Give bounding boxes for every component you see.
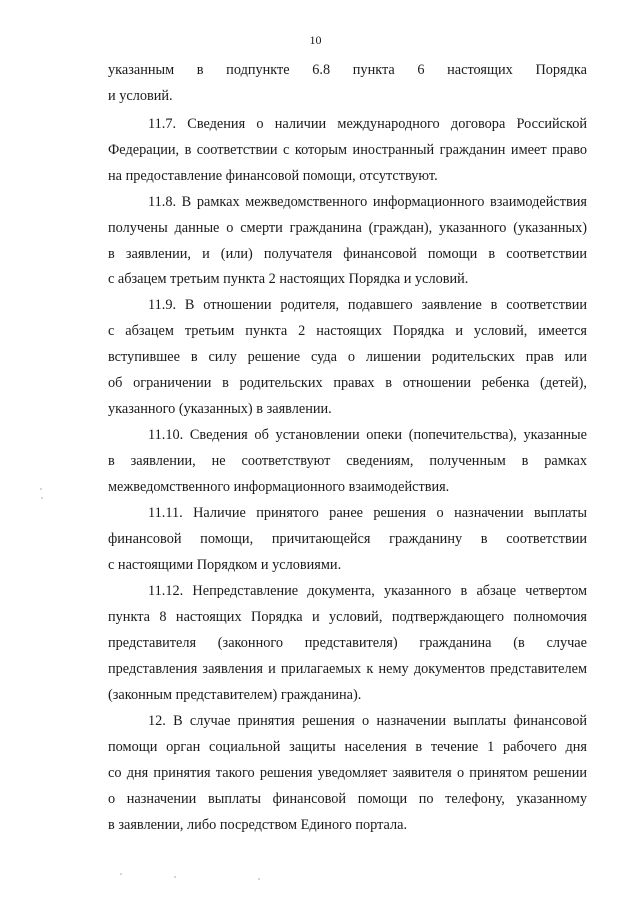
scan-speck	[258, 878, 260, 880]
text-line: 11.11. Наличие принятого ранее решения о назначении выплаты	[148, 505, 587, 521]
text-line: 11.10. Сведения об установлении опеки (попечительства), указанные	[148, 427, 587, 443]
text-line: на предоставление финансовой помощи, отсутствуют.	[108, 168, 438, 184]
text-line: указанного (указанных) в заявлении.	[108, 401, 332, 417]
text-line: Федерации, в соответствии с которым иностранный гражданин имеет право	[108, 142, 587, 158]
text-line: 11.12. Непредставление документа, указанного в абзаце четвертом	[148, 583, 587, 599]
text-line: 12. В случае принятия решения о назначении выплаты финансовой	[148, 713, 587, 729]
text-line: 11.8. В рамках межведомственного информационного взаимодействия	[148, 194, 587, 210]
text-line: в заявлении, и (или) получателя финансовой помощи в соответствии	[108, 246, 587, 262]
text-line: получены данные о смерти гражданина (граждан), указанного (указанных)	[108, 220, 587, 236]
text-line: финансовой помощи, причитающейся гражданину в соответствии	[108, 531, 587, 547]
text-line: межведомственного информационного взаимодействия.	[108, 479, 450, 495]
text-line: вступившее в силу решение суда о лишении родительских прав или	[108, 349, 587, 365]
text-line: 11.7. Сведения о наличии международного договора Российской	[148, 116, 587, 132]
text-line: в заявлении, либо посредством Единого портала.	[108, 817, 408, 833]
text-line: пункта 8 настоящих Порядка и условий, подтверждающего полномочия	[108, 609, 587, 625]
scan-speck	[40, 488, 42, 490]
page-number: 10	[309, 33, 322, 47]
scan-speck	[120, 873, 122, 875]
text-line: со дня принятия такого решения уведомляет заявителя о принятом решении	[108, 765, 587, 781]
text-line: в заявлении, не соответствуют сведениям, полученным в рамках	[108, 453, 587, 469]
text-line: представителя (законного представителя) гражданина (в случае	[108, 635, 587, 651]
text-line: о назначении выплаты финансовой помощи по телефону, указанному	[108, 791, 587, 807]
text-line: с настоящими Порядком и условиями.	[108, 557, 342, 573]
scan-speck	[41, 497, 43, 499]
text-line: (законным представителем) гражданина).	[108, 687, 362, 703]
text-line: указанным в подпункте 6.8 пункта 6 настоящих Порядка	[108, 62, 587, 78]
text-line: об ограничении в родительских правах в отношении ребенка (детей),	[108, 375, 587, 391]
text-line: 11.9. В отношении родителя, подавшего заявление в соответствии	[148, 297, 587, 313]
scan-speck	[174, 876, 176, 878]
text-line: помощи орган социальной защиты населения в течение 1 рабочего дня	[108, 739, 587, 755]
text-line: с абзацем третьим пункта 2 настоящих Порядка и условий, имеется	[108, 323, 587, 339]
text-line: и условий.	[108, 88, 173, 104]
text-line: с абзацем третьим пункта 2 настоящих Порядка и условий.	[108, 271, 469, 287]
text-line: представления заявления и прилагаемых к нему документов представителем	[108, 661, 587, 677]
